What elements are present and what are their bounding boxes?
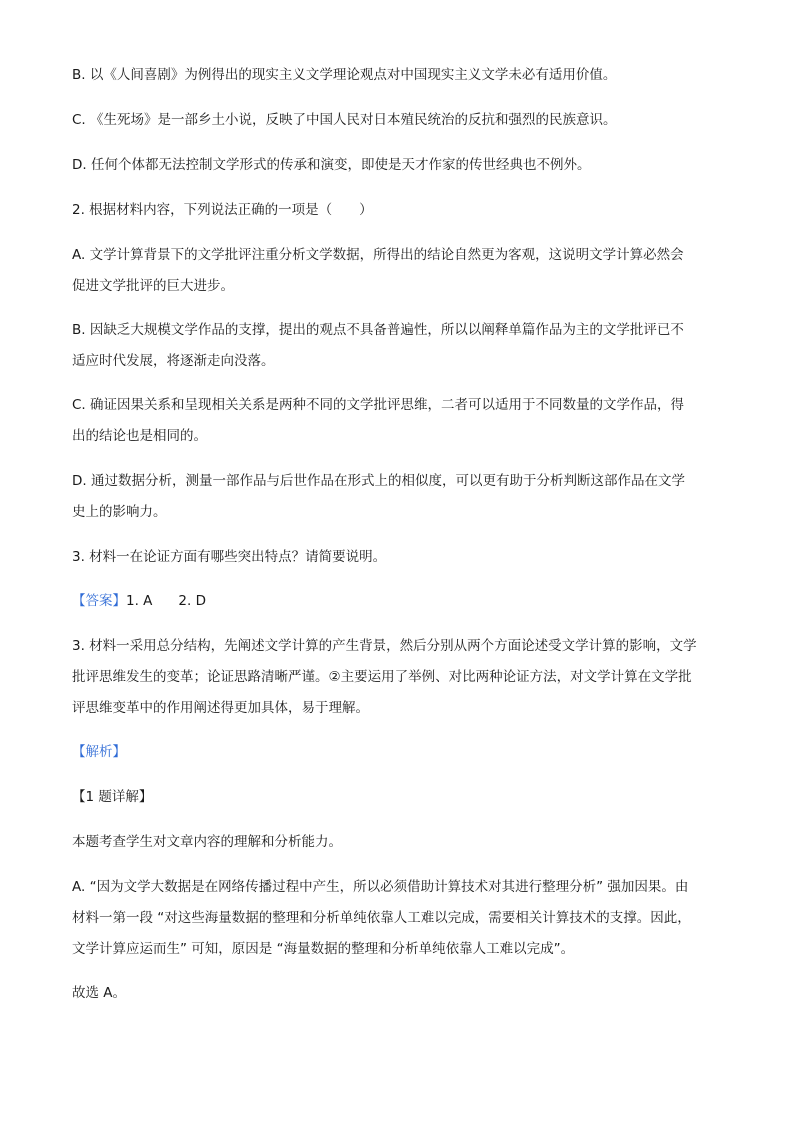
- question-3: [72, 542, 722, 573]
- detail-intro: [72, 827, 722, 858]
- question-2-text: 2. 根据材料内容，下列说法正确的一项是（ ）: [72, 202, 373, 218]
- option-b-q1: [72, 60, 722, 91]
- analysis-heading: [72, 737, 722, 768]
- answer-3-line-1: 3. 材料一采用总分结构，先阐述文学计算的产生背景，然后分别从两个方面论述受文学计算的影响，文学: [72, 638, 697, 654]
- option-b-q2: [72, 315, 722, 377]
- answer-3-line-2: 批评思维发生的变革；论证思路清晰严谨。②主要运用了举例、对比两种论证方法，对文学计算在文学批: [72, 669, 692, 685]
- option-c-q1: [72, 105, 722, 136]
- answer-item-2: 2. D: [178, 593, 206, 609]
- detail-intro-text: 本题考查学生对文章内容的理解和分析能力。: [72, 834, 342, 850]
- analysis-label: 【解析】: [72, 744, 126, 760]
- option-c-q1-text: C. 《生死场》是一部乡土小说，反映了中国人民对日本殖民统治的反抗和强烈的民族意识。: [72, 112, 617, 128]
- answer-3: [72, 631, 722, 724]
- question-3-text: 3. 材料一在论证方面有哪些突出特点？请简要说明。: [72, 549, 387, 565]
- option-a-q2-line-1: A. 文学计算背景下的文学批评注重分析文学数据，所得出的结论自然更为客观，这说明文学计算必然会: [72, 247, 684, 263]
- option-d-q2-line-2: 史上的影响力。: [72, 504, 167, 520]
- answer-block: [72, 586, 722, 617]
- option-b-q2-line-1: B. 因缺乏大规模文学作品的支撑，提出的观点不具备普遍性，所以以阐释单篇作品为主的文学批评已不: [72, 322, 684, 338]
- answer-item-1: 1. A: [126, 593, 153, 609]
- question-2: [72, 195, 722, 226]
- conclusion: [72, 978, 722, 1009]
- option-a-q2-line-2: 促进文学批评的巨大进步。: [72, 278, 234, 294]
- detail-1-label: 【1 题详解】: [72, 789, 153, 805]
- detail-1-heading: [72, 782, 722, 813]
- option-d-q1-text: D. 任何个体都无法控制文学形式的传承和演变，即使是天才作家的传世经典也不例外。: [72, 157, 591, 173]
- answer-label: 【答案】: [72, 593, 126, 609]
- option-d-q2: [72, 466, 722, 528]
- conclusion-text: 故选 A。: [72, 985, 127, 1001]
- option-c-q2-line-2: 出的结论也是相同的。: [72, 428, 207, 444]
- answer-line: [72, 586, 722, 617]
- option-c-q2: [72, 390, 722, 452]
- explanation-a: [72, 872, 722, 965]
- option-c-q2-line-1: C. 确证因果关系和呈现相关关系是两种不同的文学批评思维，二者可以适用于不同数量的文学作品，得: [72, 397, 685, 413]
- explanation-a-line-2: 材料一第一段 “对这些海量数据的整理和分析单纯依靠人工难以完成，需要相关计算技术的支撑。因此，: [72, 910, 691, 926]
- option-b-q2-line-2: 适应时代发展，将逐渐走向没落。: [72, 353, 275, 369]
- option-d-q2-line-1: D. 通过数据分析，测量一部作品与后世作品在形式上的相似度，可以更有助于分析判断这部作品在文学: [72, 473, 685, 489]
- option-b-q1-text: B. 以《人间喜剧》为例得出的现实主义文学理论观点对中国现实主义文学未必有适用价值。: [72, 67, 617, 83]
- explanation-a-line-1: A. “因为文学大数据是在网络传播过程中产生，所以必须借助计算技术对其进行整理分析” 强加因果。由: [72, 879, 689, 895]
- explanation-a-line-3: 文学计算应运而生” 可知，原因是 “海量数据的整理和分析单纯依靠人工难以完成”。: [72, 941, 575, 957]
- answer-3-line-3: 评思维变革中的作用阐述得更加具体，易于理解。: [72, 700, 369, 716]
- option-d-q1: [72, 150, 722, 181]
- option-a-q2: [72, 240, 722, 302]
